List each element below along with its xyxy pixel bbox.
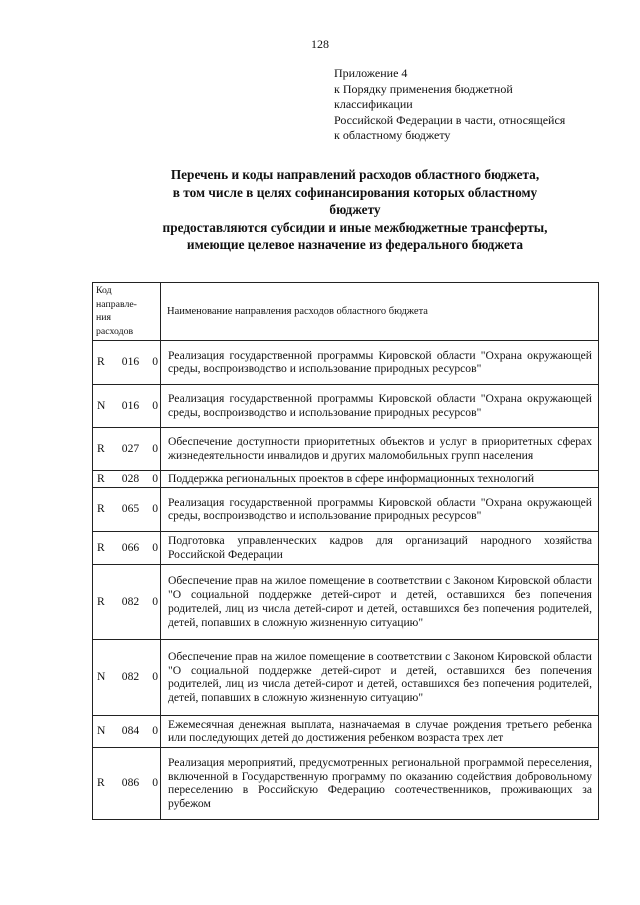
code-prefix: R [97,540,105,554]
header-code-cell [93,283,161,341]
table-row [93,340,599,384]
code-suffix: 0 [152,594,158,608]
name-cell: Подготовка управленческих кадров для организаций народного хозяйства Российской Федерации [161,531,599,564]
code-suffix: 0 [152,724,158,738]
appendix-line: к Порядку применения бюджетной [334,81,513,96]
name-cell: Обеспечение доступности приоритетных объектов и услуг в приоритетных сферах жизнедеятельности инвалидов и других маломобильных групп населения [161,427,599,470]
title-line: предоставляются субсидии и иные межбюджетные трансферты, [162,219,548,235]
code-number: 066 [121,540,140,554]
name-cell: Реализация мероприятий, предусмотренных региональной программой переселения, включенной в Государственную программу по оказанию содействия добровольному переселению в Российскую Федерацию соотечественников, проживающих за рубежом [161,747,599,819]
code-suffix: 0 [152,540,158,554]
table-row [93,639,599,715]
code-number: 016 [121,355,140,369]
code-number: 028 [121,471,140,485]
appendix-block [334,66,566,144]
name-cell: Реализация государственной программы Кировской области "Охрана окружающей среды, воспроизводство и использование природных ресурсов" [161,487,599,531]
code-number: 065 [121,502,140,516]
code-cell [93,715,161,747]
code-suffix: 0 [152,441,158,455]
code-number: 084 [121,724,140,738]
name-cell: Обеспечение прав на жилое помещение в соответствии с Законом Кировской области "О социальной поддержке детей-сирот и детей, оставшихся без попечения родителей, лиц из числа детей-сирот и детей, оставшихся без попечения родителей, детей, попавших в сложную жизненную ситуацию" [161,564,599,639]
header-code-line: расходов [96,326,134,338]
title-line: имеющие целевое назначение из федерального бюджета [186,237,524,252]
budget-directions-table [92,282,599,820]
table-row [93,384,599,427]
code-cell [93,384,161,427]
table-row [93,427,599,470]
code-number: 027 [121,441,140,455]
name-cell: Обеспечение прав на жилое помещение в соответствии с Законом Кировской области "О социальной поддержке детей-сирот и детей, оставшихся без попечения родителей, лиц из числа детей-сирот и детей, оставшихся без попечения родителей, детей, попавших в сложную жизненную ситуацию" [161,639,599,715]
table-row [93,747,599,819]
appendix-line: к областному бюджету [334,128,451,142]
code-prefix: N [97,724,106,738]
title-line: в том числе в целях софинансирования которых областному [172,184,538,200]
code-cell [93,747,161,819]
appendix-line: Российской Федерации в части, относящейся [334,112,566,127]
appendix-line: Приложение 4 [334,66,408,80]
code-cell [93,427,161,470]
code-number: 086 [121,776,140,790]
table-row [93,487,599,531]
code-cell [93,487,161,531]
code-suffix: 0 [152,398,158,412]
code-suffix: 0 [152,502,158,516]
title-line: бюджету [329,202,381,217]
code-prefix: R [97,776,105,790]
code-number: 082 [121,670,140,684]
table-row [93,564,599,639]
document-title [90,166,620,254]
code-cell [93,531,161,564]
code-suffix: 0 [152,355,158,369]
table-row [93,715,599,747]
header-name-cell: Наименование направления расходов областного бюджета [161,283,599,341]
name-cell: Поддержка региональных проектов в сфере информационных технологий [161,470,599,487]
title-line: Перечень и коды направлений расходов областного бюджета, [170,167,540,182]
code-prefix: R [97,594,105,608]
code-cell [93,639,161,715]
code-cell [93,470,161,487]
table-row [93,470,599,487]
header-code-line: Код [96,285,112,296]
code-suffix: 0 [152,670,158,684]
code-suffix: 0 [152,776,158,790]
name-cell: Реализация государственной программы Кировской области "Охрана окружающей среды, воспроизводство и использование природных ресурсов" [161,384,599,427]
table-row [93,531,599,564]
header-code-line: ния [96,312,111,324]
name-cell: Реализация государственной программы Кировской области "Охрана окружающей среды, воспроизводство и использование природных ресурсов" [161,340,599,384]
code-prefix: R [97,502,105,516]
name-cell: Ежемесячная денежная выплата, назначаемая в случае рождения третьего ребенка или последующих детей до достижения ребенком возраста трех лет [161,715,599,747]
page-number: 128 [311,37,329,51]
table-header-row [93,283,599,341]
code-cell [93,340,161,384]
appendix-line: классификации [334,97,413,111]
code-prefix: N [97,398,106,412]
code-prefix: N [97,670,106,684]
code-number: 082 [121,594,140,608]
code-prefix: R [97,355,105,369]
code-prefix: R [97,441,105,455]
code-suffix: 0 [152,471,158,485]
code-prefix: R [97,471,105,485]
code-number: 016 [121,398,140,412]
header-code-line: направле- [96,298,137,310]
code-cell [93,564,161,639]
